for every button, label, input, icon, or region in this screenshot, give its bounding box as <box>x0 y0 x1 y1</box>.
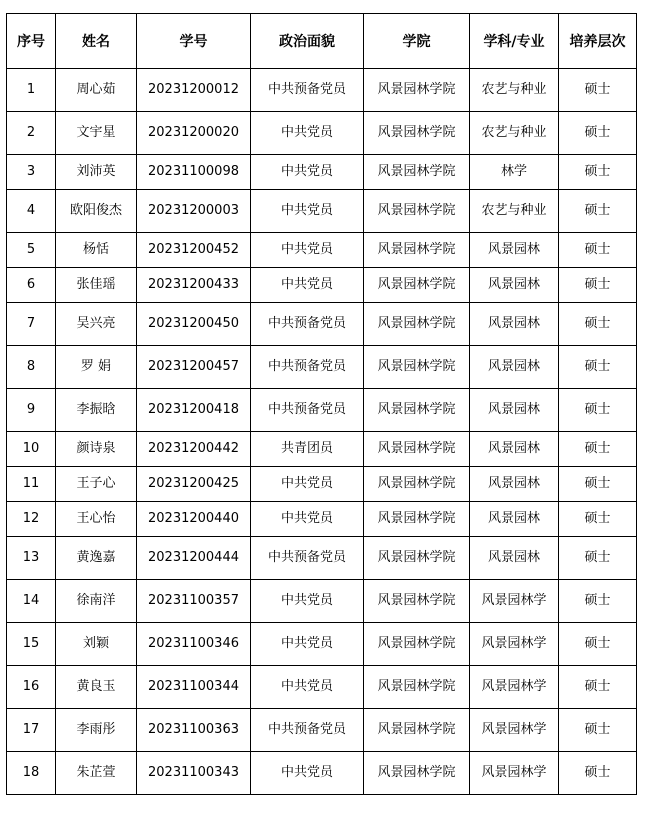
table-row <box>7 467 637 502</box>
table-row <box>7 69 637 112</box>
cell-political-status: 中共党员 <box>251 268 364 303</box>
table-body <box>7 69 637 795</box>
cell-political-status: 中共党员 <box>251 580 364 623</box>
cell-major: 农艺与种业 <box>470 69 559 112</box>
cell-serial-number: 11 <box>7 467 56 502</box>
cell-political-status: 中共党员 <box>251 467 364 502</box>
cell-political-status: 中共预备党员 <box>251 346 364 389</box>
cell-major: 风景园林 <box>470 389 559 432</box>
cell-degree-level: 硕士 <box>559 623 637 666</box>
cell-name: 刘沛英 <box>56 155 137 190</box>
cell-college: 风景园林学院 <box>364 233 470 268</box>
header-political-status: 政治面貌 <box>251 14 364 69</box>
cell-name: 罗 娟 <box>56 346 137 389</box>
cell-major: 风景园林学 <box>470 580 559 623</box>
cell-serial-number: 2 <box>7 112 56 155</box>
cell-major: 风景园林 <box>470 346 559 389</box>
cell-degree-level: 硕士 <box>559 467 637 502</box>
cell-name: 欧阳俊杰 <box>56 190 137 233</box>
cell-student-id: 20231200440 <box>137 502 251 537</box>
cell-political-status: 中共预备党员 <box>251 303 364 346</box>
table-row <box>7 112 637 155</box>
cell-major: 风景园林学 <box>470 666 559 709</box>
cell-major: 风景园林学 <box>470 709 559 752</box>
cell-college: 风景园林学院 <box>364 190 470 233</box>
cell-student-id: 20231100346 <box>137 623 251 666</box>
cell-name: 颜诗泉 <box>56 432 137 467</box>
cell-serial-number: 9 <box>7 389 56 432</box>
cell-student-id: 20231200020 <box>137 112 251 155</box>
cell-student-id: 20231200003 <box>137 190 251 233</box>
cell-student-id: 20231200442 <box>137 432 251 467</box>
cell-student-id: 20231100363 <box>137 709 251 752</box>
cell-college: 风景园林学院 <box>364 580 470 623</box>
cell-name: 杨恬 <box>56 233 137 268</box>
table-row <box>7 502 637 537</box>
cell-student-id: 20231100343 <box>137 752 251 795</box>
cell-serial-number: 3 <box>7 155 56 190</box>
cell-college: 风景园林学院 <box>364 537 470 580</box>
table-row <box>7 233 637 268</box>
cell-political-status: 中共党员 <box>251 233 364 268</box>
cell-college: 风景园林学院 <box>364 709 470 752</box>
cell-political-status: 中共预备党员 <box>251 69 364 112</box>
table-row <box>7 432 637 467</box>
table-row <box>7 155 637 190</box>
cell-serial-number: 8 <box>7 346 56 389</box>
cell-political-status: 中共党员 <box>251 190 364 233</box>
cell-college: 风景园林学院 <box>364 112 470 155</box>
cell-college: 风景园林学院 <box>364 389 470 432</box>
cell-major: 风景园林 <box>470 303 559 346</box>
cell-college: 风景园林学院 <box>364 346 470 389</box>
cell-degree-level: 硕士 <box>559 389 637 432</box>
table-header-row <box>7 14 637 69</box>
cell-degree-level: 硕士 <box>559 268 637 303</box>
cell-political-status: 中共预备党员 <box>251 709 364 752</box>
cell-name: 张佳瑶 <box>56 268 137 303</box>
cell-student-id: 20231200433 <box>137 268 251 303</box>
cell-college: 风景园林学院 <box>364 623 470 666</box>
table-row <box>7 709 637 752</box>
cell-degree-level: 硕士 <box>559 303 637 346</box>
cell-major: 风景园林 <box>470 537 559 580</box>
cell-name: 李雨彤 <box>56 709 137 752</box>
table-row <box>7 268 637 303</box>
cell-political-status: 中共党员 <box>251 502 364 537</box>
header-student-id: 学号 <box>137 14 251 69</box>
cell-serial-number: 18 <box>7 752 56 795</box>
cell-serial-number: 17 <box>7 709 56 752</box>
cell-political-status: 中共党员 <box>251 752 364 795</box>
cell-student-id: 20231200418 <box>137 389 251 432</box>
cell-serial-number: 1 <box>7 69 56 112</box>
table-row <box>7 623 637 666</box>
cell-political-status: 中共党员 <box>251 666 364 709</box>
cell-degree-level: 硕士 <box>559 752 637 795</box>
cell-degree-level: 硕士 <box>559 537 637 580</box>
cell-degree-level: 硕士 <box>559 155 637 190</box>
cell-name: 李振晗 <box>56 389 137 432</box>
cell-student-id: 20231200012 <box>137 69 251 112</box>
cell-college: 风景园林学院 <box>364 268 470 303</box>
cell-major: 风景园林学 <box>470 623 559 666</box>
cell-name: 朱芷萱 <box>56 752 137 795</box>
cell-degree-level: 硕士 <box>559 190 637 233</box>
cell-name: 徐南洋 <box>56 580 137 623</box>
cell-political-status: 中共党员 <box>251 112 364 155</box>
cell-major: 风景园林 <box>470 432 559 467</box>
cell-degree-level: 硕士 <box>559 69 637 112</box>
cell-serial-number: 13 <box>7 537 56 580</box>
cell-college: 风景园林学院 <box>364 502 470 537</box>
cell-name: 周心茹 <box>56 69 137 112</box>
cell-degree-level: 硕士 <box>559 580 637 623</box>
cell-serial-number: 10 <box>7 432 56 467</box>
header-name: 姓名 <box>56 14 137 69</box>
cell-serial-number: 15 <box>7 623 56 666</box>
cell-major: 农艺与种业 <box>470 190 559 233</box>
cell-student-id: 20231200457 <box>137 346 251 389</box>
cell-name: 吴兴亮 <box>56 303 137 346</box>
header-degree-level: 培养层次 <box>559 14 637 69</box>
cell-name: 黄逸嘉 <box>56 537 137 580</box>
cell-serial-number: 12 <box>7 502 56 537</box>
table-row <box>7 537 637 580</box>
student-list-table-wrapper <box>6 13 637 795</box>
cell-serial-number: 4 <box>7 190 56 233</box>
cell-serial-number: 7 <box>7 303 56 346</box>
cell-student-id: 20231200450 <box>137 303 251 346</box>
cell-student-id: 20231100357 <box>137 580 251 623</box>
cell-college: 风景园林学院 <box>364 467 470 502</box>
cell-degree-level: 硕士 <box>559 112 637 155</box>
cell-degree-level: 硕士 <box>559 502 637 537</box>
cell-name: 黄良玉 <box>56 666 137 709</box>
cell-serial-number: 16 <box>7 666 56 709</box>
cell-degree-level: 硕士 <box>559 233 637 268</box>
cell-political-status: 中共党员 <box>251 623 364 666</box>
cell-serial-number: 6 <box>7 268 56 303</box>
cell-political-status: 中共预备党员 <box>251 389 364 432</box>
table-row <box>7 752 637 795</box>
cell-serial-number: 14 <box>7 580 56 623</box>
cell-major: 风景园林学 <box>470 752 559 795</box>
cell-name: 王子心 <box>56 467 137 502</box>
cell-student-id: 20231200452 <box>137 233 251 268</box>
cell-student-id: 20231100344 <box>137 666 251 709</box>
cell-major: 风景园林 <box>470 467 559 502</box>
cell-college: 风景园林学院 <box>364 303 470 346</box>
cell-name: 刘颖 <box>56 623 137 666</box>
cell-student-id: 20231100098 <box>137 155 251 190</box>
table-row <box>7 303 637 346</box>
cell-college: 风景园林学院 <box>364 432 470 467</box>
cell-major: 风景园林 <box>470 502 559 537</box>
cell-degree-level: 硕士 <box>559 432 637 467</box>
cell-degree-level: 硕士 <box>559 666 637 709</box>
cell-political-status: 中共预备党员 <box>251 537 364 580</box>
cell-serial-number: 5 <box>7 233 56 268</box>
cell-political-status: 共青团员 <box>251 432 364 467</box>
cell-major: 风景园林 <box>470 233 559 268</box>
cell-degree-level: 硕士 <box>559 709 637 752</box>
cell-political-status: 中共党员 <box>251 155 364 190</box>
cell-name: 文宇星 <box>56 112 137 155</box>
cell-name: 王心怡 <box>56 502 137 537</box>
table-row <box>7 666 637 709</box>
cell-major: 林学 <box>470 155 559 190</box>
table-row <box>7 190 637 233</box>
header-serial-number: 序号 <box>7 14 56 69</box>
student-list-table <box>6 13 637 795</box>
table-row <box>7 389 637 432</box>
cell-college: 风景园林学院 <box>364 69 470 112</box>
cell-student-id: 20231200444 <box>137 537 251 580</box>
header-major: 学科/专业 <box>470 14 559 69</box>
cell-student-id: 20231200425 <box>137 467 251 502</box>
cell-degree-level: 硕士 <box>559 346 637 389</box>
header-college: 学院 <box>364 14 470 69</box>
table-row <box>7 346 637 389</box>
cell-major: 风景园林 <box>470 268 559 303</box>
cell-college: 风景园林学院 <box>364 752 470 795</box>
cell-major: 农艺与种业 <box>470 112 559 155</box>
cell-college: 风景园林学院 <box>364 155 470 190</box>
table-row <box>7 580 637 623</box>
cell-college: 风景园林学院 <box>364 666 470 709</box>
